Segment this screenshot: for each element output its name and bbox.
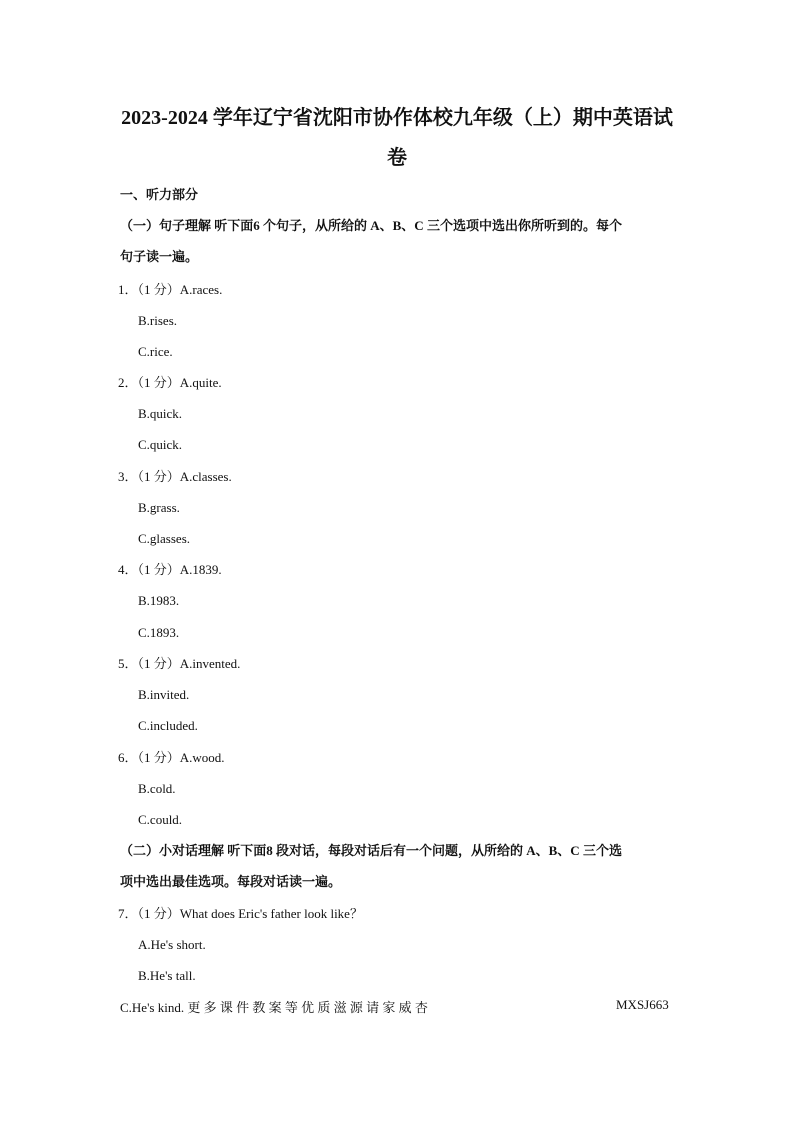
- question-option: C.1893.: [138, 625, 180, 640]
- part1-instruction-line2: 句子读一遍。: [120, 249, 199, 264]
- question-option: B.rises.: [138, 313, 177, 328]
- question-stem: 5．（1 分）A.invented.: [118, 656, 241, 671]
- question-stem: 6．（1 分）A.wood.: [118, 750, 225, 765]
- question-option: C.glasses.: [138, 531, 190, 546]
- question-option: C.could.: [138, 812, 183, 827]
- footer-text: C.He's kind. 更 多 课 件 教 案 等 优 质 滋 源 请 家 威 杏: [120, 1000, 428, 1015]
- question-option: C.included.: [138, 718, 198, 733]
- question-option: A.He's short.: [138, 937, 206, 952]
- part2-instruction-line2: 项中选出最佳选项。每段对话读一遍。: [120, 874, 342, 889]
- question-option: B.quick.: [138, 406, 183, 421]
- question-stem: 4．（1 分）A.1839.: [118, 562, 222, 577]
- part1-instruction-line1: （一）句子理解 听下面6 个句子，从所给的 A、B、C 三个选项中选出你所听到的。每个: [120, 218, 622, 233]
- question-stem: 1．（1 分）A.races.: [118, 282, 223, 297]
- question-stem: 7．（1 分）What does Eric's father look like？: [118, 906, 363, 921]
- question-option: B.1983.: [138, 593, 180, 608]
- question-option: B.cold.: [138, 781, 176, 796]
- page-title-line1: 2023-2024 学年辽宁省沈阳市协作体校九年级（上）期中英语试: [121, 107, 673, 129]
- question-stem: 3．（1 分）A.classes.: [118, 469, 232, 484]
- part2-instruction-line1: （二）小对话理解 听下面8 段对话，每段对话后有一个问题，从所给的 A、B、C 三个选: [120, 843, 622, 858]
- question-option: B.grass.: [138, 500, 180, 515]
- question-option: C.quick.: [138, 437, 183, 452]
- footer-code: MXSJ663: [616, 997, 669, 1012]
- question-option: B.invited.: [138, 687, 190, 702]
- page-title-line2: 卷: [387, 147, 407, 169]
- question-option: B.He's tall.: [138, 968, 196, 983]
- question-stem: 2．（1 分）A.quite.: [118, 375, 222, 390]
- section-heading: 一、听力部分: [120, 187, 199, 202]
- question-option: C.rice.: [138, 344, 173, 359]
